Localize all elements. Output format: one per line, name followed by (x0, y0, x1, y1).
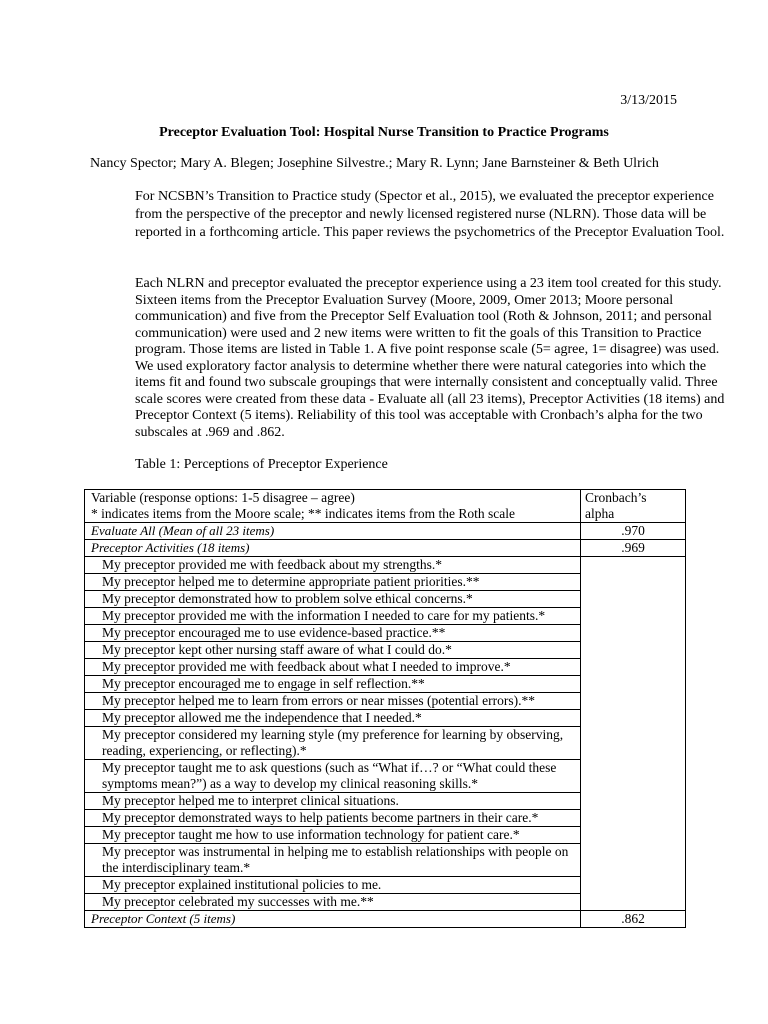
methods-paragraph: Each NLRN and preceptor evaluated the preceptor experience using a 23 item tool created for this study. Sixteen items from the Preceptor Evaluation Survey (Moore, 2009, Omer 2013; Moore personal communication) and five from the Preceptor Self Evaluation tool (Roth & Johnson, 2011; and personal communication) were used and 2 new items were written to fit the goals of this Transition to Practice program. Those items are listed in Table 1. A five point response scale (5= agree, 1= disagree) was used. We used exploratory factor analysis to determine whether there were natural categories into which the items fit and found two subscale groupings that were internally consistent and conceptually valid. Three scale scores were created from these data - Evaluate all (all 23 items), Preceptor Activities (18 items) and Preceptor Context (5 items). Reliability of this tool was acceptable with Cronbach’s alpha for the two subscales at .969 and .862. (135, 276, 725, 440)
header-variable-line2: * indicates items from the Moore scale; ** indicates items from the Roth scale (91, 506, 516, 521)
activity-item: My preceptor demonstrated how to problem solve ethical concerns.* (85, 591, 581, 608)
table-row (85, 557, 686, 574)
document-date: 3/13/2015 (620, 93, 677, 108)
activity-item: My preceptor taught me how to use information technology for patient care.* (85, 827, 581, 844)
document-title: Preceptor Evaluation Tool: Hospital Nurse Transition to Practice Programs (159, 125, 609, 140)
evaluate-all-label: Evaluate All (Mean of all 23 items) (85, 523, 581, 540)
context-alpha: .862 (581, 911, 686, 928)
activity-item: My preceptor helped me to interpret clinical situations. (85, 793, 581, 810)
activity-item: My preceptor demonstrated ways to help patients become partners in their care.* (85, 810, 581, 827)
activity-item: My preceptor provided me with the information I needed to care for my patients.* (85, 608, 581, 625)
activity-item: My preceptor encouraged me to use evidence-based practice.** (85, 625, 581, 642)
activity-item: My preceptor provided me with feedback about what I needed to improve.* (85, 659, 581, 676)
activities-label: Preceptor Activities (18 items) (85, 540, 581, 557)
activities-row (85, 540, 686, 557)
activities-alpha: .969 (581, 540, 686, 557)
activity-item: My preceptor provided me with feedback about my strengths.* (85, 557, 581, 574)
activity-item: My preceptor taught me to ask questions (such as “What if…? or “What could these symptoms mean?”) as a way to develop my clinical reasoning skills.* (85, 760, 581, 793)
activity-item: My preceptor celebrated my successes with me.** (85, 894, 581, 911)
activity-item: My preceptor helped me to determine appropriate patient priorities.** (85, 574, 581, 591)
activity-item: My preceptor allowed me the independence that I needed.* (85, 710, 581, 727)
table-caption: Table 1: Perceptions of Preceptor Experience (135, 457, 388, 472)
context-label: Preceptor Context (5 items) (85, 911, 581, 928)
activity-item: My preceptor kept other nursing staff aware of what I could do.* (85, 642, 581, 659)
context-row (85, 911, 686, 928)
evaluate-all-row (85, 523, 686, 540)
header-variable-line1: Variable (response options: 1-5 disagree – agree) (91, 490, 355, 505)
header-alpha-line1: Cronbach’s (585, 490, 647, 505)
header-alpha-cell (581, 490, 686, 523)
activity-item: My preceptor helped me to learn from errors or near misses (potential errors).** (85, 693, 581, 710)
table-header-row (85, 490, 686, 523)
activity-item: My preceptor explained institutional policies to me. (85, 877, 581, 894)
activity-alpha-blank (581, 557, 686, 911)
header-variable-cell (85, 490, 581, 523)
preceptor-experience-table (84, 489, 686, 928)
author-list: Nancy Spector; Mary A. Blegen; Josephine Silvestre.; Mary R. Lynn; Jane Barnsteiner & Beth Ulrich (90, 156, 659, 171)
activity-item: My preceptor encouraged me to engage in self reflection.** (85, 676, 581, 693)
intro-paragraph: For NCSBN’s Transition to Practice study (Spector et al., 2015), we evaluated the preceptor experience from the perspective of the preceptor and newly licensed registered nurse (NLRN). Those data will be reported in a forthcoming article. This paper reviews the psychometrics of the Preceptor Evaluation Tool. (135, 189, 725, 240)
activity-item: My preceptor considered my learning style (my preference for learning by observing, reading, experiencing, or reflecting).* (85, 727, 581, 760)
header-alpha-line2: alpha (585, 506, 615, 521)
activity-item: My preceptor was instrumental in helping me to establish relationships with people on the interdisciplinary team.* (85, 844, 581, 877)
evaluate-all-alpha: .970 (581, 523, 686, 540)
